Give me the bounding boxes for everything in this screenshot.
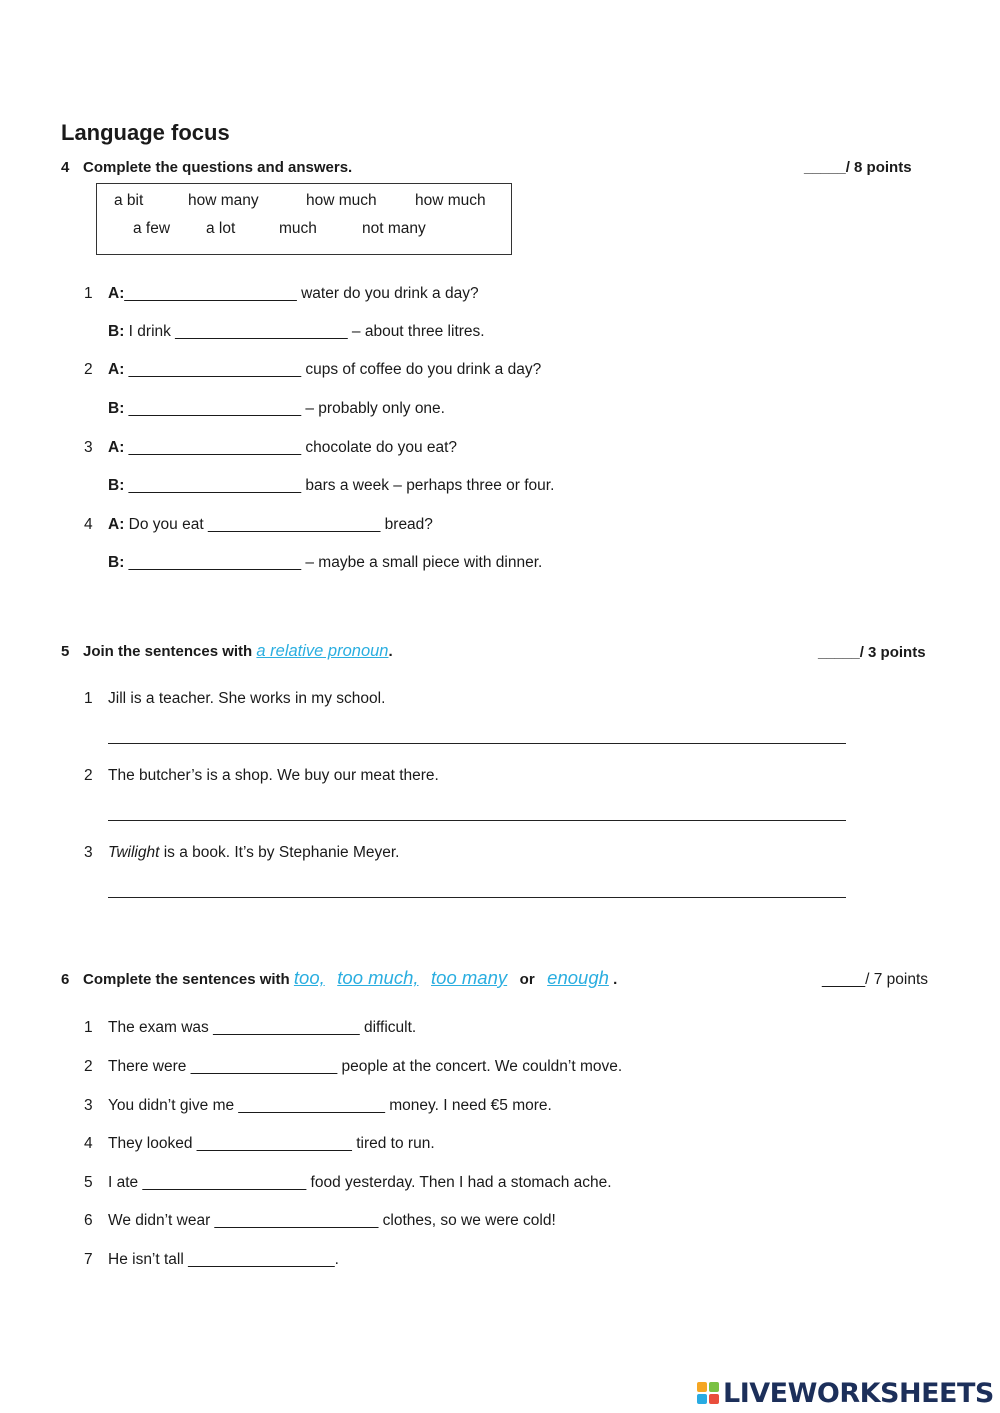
section-number: 6 — [61, 971, 70, 988]
word-box-item: much — [279, 220, 317, 237]
section-instruction: Complete the questions and answers. — [83, 159, 353, 176]
book-title: Twilight — [108, 844, 160, 861]
answer-text[interactable]: I drink ____________________ – about three litres. — [128, 323, 485, 340]
option-too-much-link[interactable]: too much, — [337, 967, 419, 988]
item-number: 2 — [84, 767, 93, 784]
question-text[interactable]: ____________________ chocolate do you eat? — [128, 439, 458, 456]
sentence-text[interactable]: There were _________________ people at the concert. We couldn’t move. — [108, 1058, 623, 1075]
answer-line — [108, 400, 445, 418]
item-number: 5 — [84, 1174, 93, 1191]
question-line — [84, 285, 479, 303]
fill-in-sentence — [84, 1097, 552, 1115]
sentence-prompt — [84, 844, 400, 862]
answer-line — [108, 323, 485, 341]
section-number: 5 — [61, 643, 70, 660]
word-box-item: how many — [188, 192, 259, 209]
question-text[interactable]: ____________________ cups of coffee do you drink a day? — [128, 361, 542, 378]
fill-in-sentence — [84, 1212, 556, 1230]
sentence-prompt — [84, 767, 439, 785]
speaker-label: B: — [108, 400, 125, 417]
item-number: 6 — [84, 1212, 93, 1229]
speaker-label: B: — [108, 554, 125, 571]
sentence-text[interactable]: You didn’t give me _________________ money. I need €5 more. — [108, 1097, 552, 1114]
word-box-item: a few — [133, 220, 171, 237]
answer-blank-line[interactable] — [108, 897, 846, 898]
speaker-label: A: — [108, 439, 125, 456]
word-box-item: a lot — [206, 220, 236, 237]
answer-blank-line[interactable] — [108, 820, 846, 821]
section-5-score: _____/ 3 points — [818, 644, 926, 661]
fill-in-sentence — [84, 1174, 612, 1192]
item-number: 3 — [84, 439, 93, 456]
prompt-text: is a book. It’s by Stephanie Meyer. — [159, 844, 400, 861]
speaker-label: B: — [108, 477, 125, 494]
item-number: 2 — [84, 361, 93, 378]
section-5-heading — [61, 642, 393, 661]
or-word: or — [519, 971, 535, 988]
fill-in-sentence — [84, 1251, 339, 1269]
item-number: 4 — [84, 1135, 93, 1152]
section-number: 4 — [61, 159, 70, 176]
item-number: 1 — [84, 285, 93, 302]
prompt-text: The butcher’s is a shop. We buy our meat there. — [108, 767, 439, 784]
word-box-item: how much — [306, 192, 377, 209]
item-number: 1 — [84, 690, 93, 707]
sentence-text[interactable]: He isn’t tall _________________. — [108, 1251, 339, 1268]
option-enough-link[interactable]: enough — [547, 967, 609, 988]
question-line — [84, 361, 541, 379]
question-text[interactable]: ____________________ water do you drink a day? — [124, 285, 479, 302]
speaker-label: A: — [108, 361, 125, 378]
sentence-prompt — [84, 690, 385, 708]
speaker-label: B: — [108, 323, 125, 340]
liveworksheets-logo-icon — [697, 1382, 719, 1404]
question-line — [84, 516, 433, 534]
section-6-heading — [61, 967, 617, 989]
word-box-item: not many — [362, 220, 426, 237]
word-box — [96, 183, 512, 255]
sentence-text[interactable]: The exam was _________________ difficult. — [108, 1019, 417, 1036]
logo-text: LIVEWORKSHEETS — [723, 1377, 994, 1409]
item-number: 7 — [84, 1251, 93, 1268]
question-text[interactable]: Do you eat ____________________ bread? — [128, 516, 433, 533]
sentence-text[interactable]: We didn’t wear ___________________ clothes, so we were cold! — [108, 1212, 556, 1229]
section-instruction-end: . — [388, 643, 393, 660]
liveworksheets-logo[interactable] — [697, 1378, 994, 1408]
relative-pronoun-link[interactable]: a relative pronoun — [256, 642, 389, 660]
fill-in-sentence — [84, 1135, 435, 1153]
item-number: 3 — [84, 844, 93, 861]
section-instruction: Join the sentences with — [83, 643, 253, 660]
page-title: Language focus — [61, 120, 230, 145]
fill-in-sentence — [84, 1058, 622, 1076]
question-line — [84, 439, 457, 457]
answer-line — [108, 477, 554, 495]
section-instruction-end: . — [613, 971, 618, 988]
answer-text[interactable]: ____________________ bars a week – perhaps three or four. — [128, 477, 555, 494]
item-number: 2 — [84, 1058, 93, 1075]
section-4-heading — [61, 159, 352, 176]
sentence-text[interactable]: They looked __________________ tired to run. — [108, 1135, 435, 1152]
section-4-score: _____/ 8 points — [804, 159, 912, 176]
section-instruction: Complete the sentences with — [83, 971, 290, 988]
speaker-label: A: — [108, 285, 125, 302]
word-box-item: a bit — [114, 192, 144, 209]
item-number: 1 — [84, 1019, 93, 1036]
answer-text[interactable]: ____________________ – maybe a small piece with dinner. — [128, 554, 543, 571]
word-box-item: how much — [415, 192, 486, 209]
speaker-label: A: — [108, 516, 125, 533]
fill-in-sentence — [84, 1019, 416, 1037]
item-number: 4 — [84, 516, 93, 533]
answer-blank-line[interactable] — [108, 743, 846, 744]
sentence-text[interactable]: I ate ___________________ food yesterday. Then I had a stomach ache. — [108, 1174, 612, 1191]
option-too-link[interactable]: too, — [293, 967, 325, 988]
section-6-score: _____/ 7 points — [822, 971, 929, 988]
answer-text[interactable]: ____________________ – probably only one. — [128, 400, 445, 417]
item-number: 3 — [84, 1097, 93, 1114]
answer-line — [108, 554, 542, 572]
option-too-many-link[interactable]: too many — [431, 967, 508, 988]
prompt-text: Jill is a teacher. She works in my school. — [108, 690, 386, 707]
